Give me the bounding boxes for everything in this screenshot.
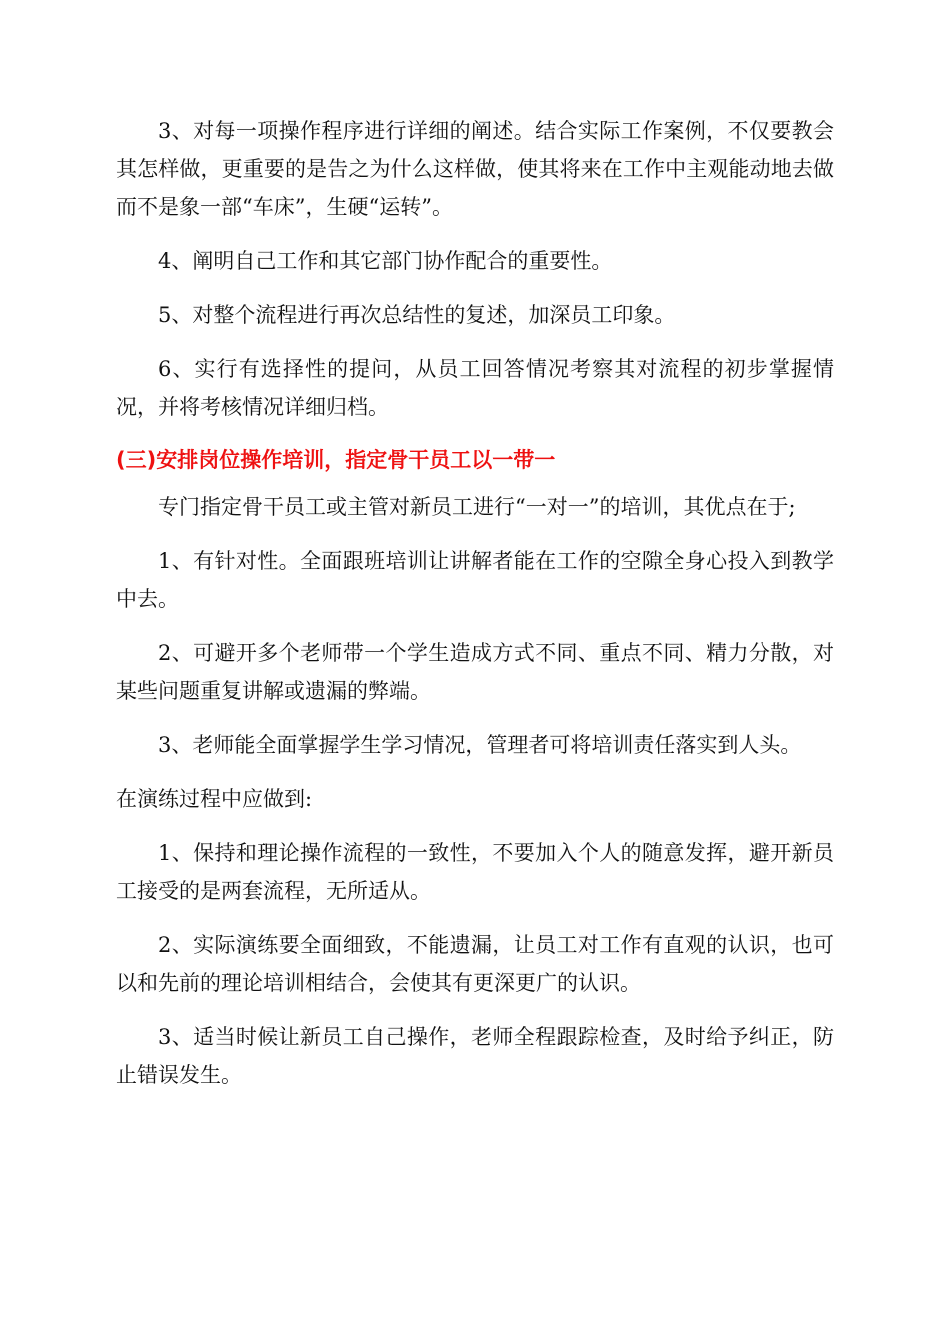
- document-body: [116, 112, 834, 1110]
- practice-subhead: 在演练过程中应做到:: [116, 787, 313, 811]
- paragraph-advantage-3: 3、老师能全面掌握学生学习情况，管理者可将培训责任落实到人头。: [158, 733, 802, 757]
- paragraph-advantage-2: 2、可避开多个老师带一个学生造成方式不同、重点不同、精力分散，对某些问题重复讲解或遗漏的弊端。: [116, 641, 834, 703]
- paragraph-one-on-one-intro: 专门指定骨干员工或主管对新员工进行“一对一”的培训，其优点在于;: [158, 495, 796, 519]
- paragraph-practice-3: 3、适当时候让新员工自己操作，老师全程跟踪检查，及时给予纠正，防止错误发生。: [116, 1025, 834, 1087]
- paragraph-practice-2: 2、实际演练要全面细致，不能遗漏，让员工对工作有直观的认识，也可以和先前的理论培训相结合，会使其有更深更广的认识。: [116, 933, 834, 995]
- paragraph-step-5-summary: 5、对整个流程进行再次总结性的复述，加深员工印象。: [158, 303, 676, 327]
- section-heading-three: (三)安排岗位操作培训，指定骨干员工以一带一: [116, 448, 556, 472]
- paragraph-step-6-questioning: 6、实行有选择性的提问，从员工回答情况考察其对流程的初步掌握情况，并将考核情况详细归档。: [116, 357, 834, 419]
- paragraph-step-4-cooperation: 4、阐明自己工作和其它部门协作配合的重要性。: [158, 249, 613, 273]
- paragraph-step-3-explain: 3、对每一项操作程序进行详细的阐述。结合实际工作案例，不仅要教会其怎样做，更重要的是告之为什么这样做，使其将来在工作中主观能动地去做而不是象一部“车床”，生硬“运转”。: [116, 119, 834, 219]
- paragraph-practice-1: 1、保持和理论操作流程的一致性，不要加入个人的随意发挥，避开新员工接受的是两套流程，无所适从。: [116, 841, 834, 903]
- paragraph-advantage-1: 1、有针对性。全面跟班培训让讲解者能在工作的空隙全身心投入到教学中去。: [116, 549, 834, 611]
